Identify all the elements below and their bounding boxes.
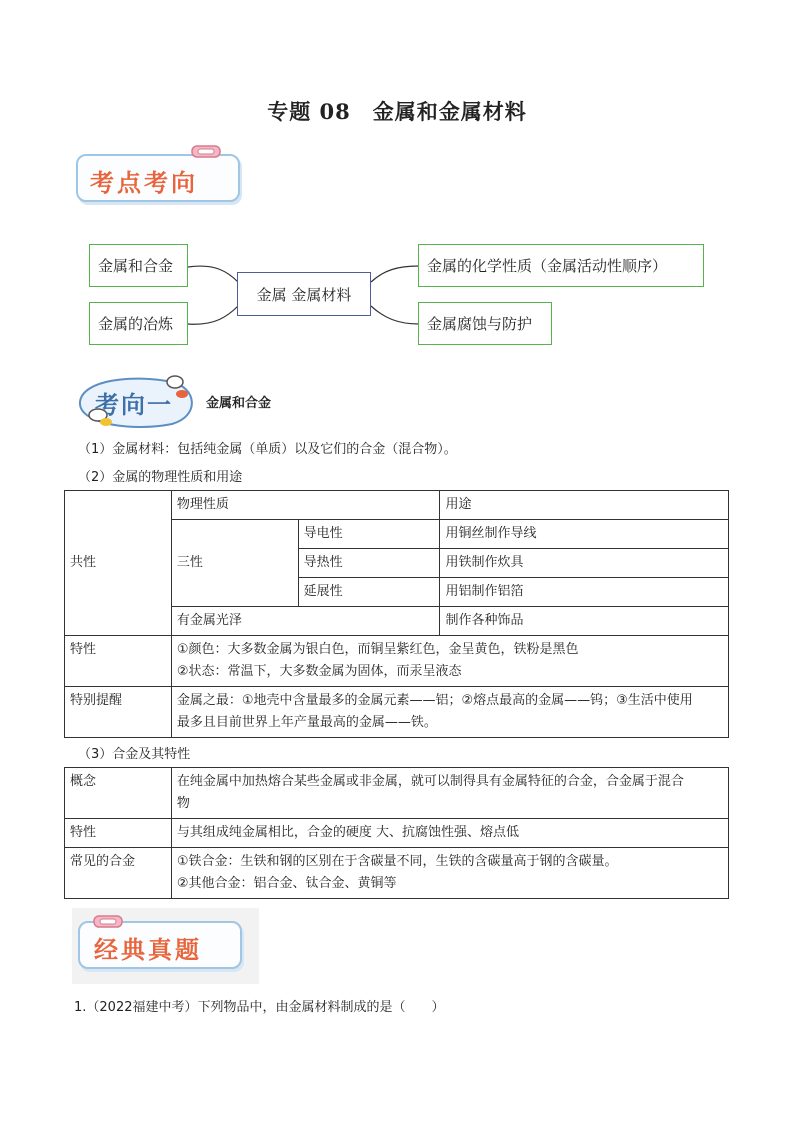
- cell-alloy-property-label: 特性: [65, 819, 172, 848]
- cell-luster-use: 制作各种饰品: [440, 607, 729, 636]
- cell-thermal-use: 用铁制作炊具: [440, 549, 729, 578]
- paragraph-alloys: （3）合金及其特性: [78, 747, 191, 762]
- cell-concept-text: [171, 768, 728, 819]
- banner-classic-questions-label: 经典真题: [94, 935, 202, 964]
- reminder-line-1: 金属之最：①地壳中含量最多的金属元素——铝；②熔点最高的金属——钨；③生活中使用: [176, 693, 693, 708]
- page-title: 专题 08 金属和金属材料: [267, 99, 527, 124]
- cell-common-alloys-text: [171, 848, 728, 899]
- special-line-state: ②状态：常温下，大多数金属为固体，而汞呈液态: [176, 664, 462, 679]
- paragraph-metal-materials: （1）金属材料：包括纯金属（单质）以及它们的合金（混合物）。: [78, 442, 457, 457]
- paragraph-physical-properties: （2）金属的物理性质和用途: [78, 470, 243, 485]
- cell-ductility-use: 用铝制作铝箔: [440, 578, 729, 607]
- cell-concept-label: 概念: [65, 768, 172, 819]
- cell-special-text: [171, 636, 728, 687]
- special-line-color: ①颜色：大多数金属为银白色，而铜呈紫红色，金呈黄色，铁粉是黑色: [176, 642, 579, 657]
- cell-use-header: 用途: [440, 491, 729, 520]
- mindmap-node-alloy: 金属和合金: [89, 244, 188, 287]
- cell-luster: 有金属光泽: [171, 607, 440, 636]
- alloy-line-other: ②其他合金：铝合金、钛合金、黄铜等: [176, 876, 397, 891]
- mindmap-center-node: 金属 金属材料: [237, 272, 371, 316]
- section-badge-label: 考向一: [95, 390, 173, 419]
- cell-conductivity: 导电性: [298, 520, 440, 549]
- section-heading: 金属和合金: [206, 396, 272, 411]
- cell-special-label: 特性: [65, 636, 172, 687]
- cell-physical-property-header: 物理性质: [171, 491, 440, 520]
- cell-reminder-label: 特别提醒: [65, 687, 172, 738]
- paperclip-icon: [92, 912, 126, 932]
- mindmap-node-corrosion: 金属腐蚀与防护: [418, 302, 552, 345]
- cell-reminder-text: [171, 687, 728, 738]
- mindmap-node-smelting: 金属的冶炼: [89, 302, 188, 345]
- mindmap-node-chemical-properties: 金属的化学性质（金属活动性顺序）: [418, 244, 704, 287]
- cell-alloy-property-text: 与其组成纯金属相比，合金的硬度 大、抗腐蚀性强、熔点低: [171, 819, 728, 848]
- cell-three-properties: 三性: [171, 520, 298, 607]
- alloy-table: [64, 767, 729, 899]
- cell-common: 共性: [65, 491, 172, 636]
- alloy-line-iron: ①铁合金：生铁和钢的区别在于含碳量不同，生铁的含碳量高于钢的含碳量。: [176, 854, 618, 869]
- properties-table: [64, 490, 729, 738]
- cell-thermal: 导热性: [298, 549, 440, 578]
- concept-line-2: 物: [176, 796, 190, 811]
- cell-common-alloys-label: 常见的合金: [65, 848, 172, 899]
- reminder-line-2: 最多且目前世界上年产量最高的金属——铁。: [176, 715, 437, 730]
- cell-conductivity-use: 用铜丝制作导线: [440, 520, 729, 549]
- cell-ductility: 延展性: [298, 578, 440, 607]
- question-1: 1.（2022福建中考）下列物品中，由金属材料制成的是（ ）: [74, 1000, 445, 1015]
- concept-line-1: 在纯金属中加热熔合某些金属或非金属，就可以制得具有金属特征的合金，合金属于混合: [176, 774, 684, 789]
- banner-key-points-label: 考点考向: [90, 168, 198, 197]
